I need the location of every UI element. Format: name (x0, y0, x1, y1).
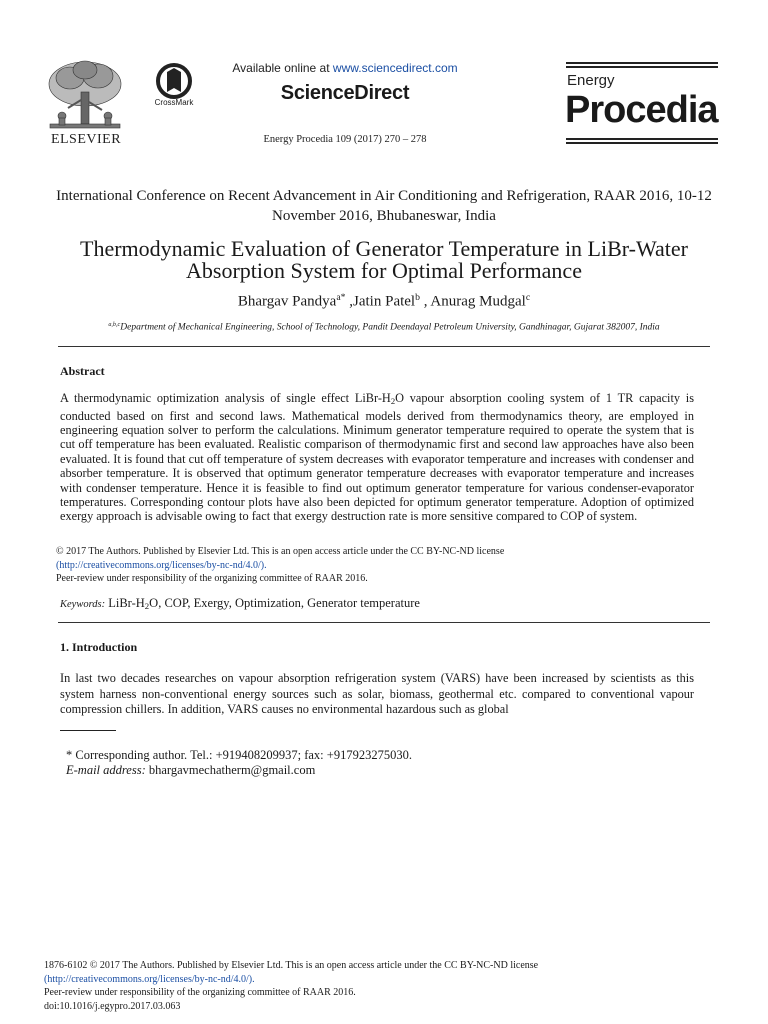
crossmark-label: CrossMark (154, 98, 194, 107)
brand-divider-bottom (566, 138, 718, 144)
footnote (66, 748, 686, 778)
affiliation-mark: a,b,c (108, 322, 121, 328)
brand-procedia: Procedia (565, 89, 718, 131)
doi[interactable]: doi:10.1016/j.egypro.2017.03.063 (44, 1000, 181, 1012)
author-list (50, 292, 718, 310)
peer-review-line: Peer-review under responsibility of the organizing committee of RAAR 2016. (44, 987, 356, 998)
keywords-subscript: 2 (144, 601, 150, 612)
abstract-text-end: O vapour absorption cooling system of 1 TR capacity is conducted based on first and second laws. Mathematical models derived from thermodynamics theory, are employed in engineering equation solver to perform the calculations. Minimum generator temperature required to operate the system that is cut off temperature has been evaluated. Realistic comparison of thermodynamic first and second law approaches have also been evaluated. It is found that cut off temperature of system decreases with evaporator temperature and increases with condenser and absorber temperature. It is observed that optimum generator temperature decreases with evaporator temperature and increases with condenser temperature. Hence it is feasible to find out optimum generator temperature for various condenser-evaporator temperatures. Corresponding contour plots have also been depicted for optimum generator temperature. Adoption of optimized exergy approach is advisable owing to fact that exergy destruction rate is more sensitive compared to COP of system. (60, 391, 695, 524)
paper-title: Thermodynamic Evaluation of Generator Temperature in LiBr-Water Absorption System for Optimal Performance (80, 236, 688, 283)
author-affiliation-mark: c (525, 292, 531, 303)
copyright-block (44, 959, 744, 1013)
introduction-heading: 1. Introduction (60, 640, 138, 654)
license-notice (56, 545, 696, 586)
brand-energy: Energy (567, 72, 615, 89)
footnote-divider (60, 730, 116, 731)
availability-line (200, 61, 490, 75)
brand-divider-top (566, 62, 718, 68)
abstract-body (60, 391, 694, 524)
availability-prefix: Available online at (232, 61, 333, 75)
abstract-text-start: A thermodynamic optimization analysis of single effect LiBr-H (60, 391, 391, 405)
abstract-subscript: 2 (390, 396, 396, 407)
keywords-label: Keywords: (60, 599, 106, 610)
license-link[interactable]: (http://creativecommons.org/licenses/by-nc-nd/4.0/). (44, 973, 255, 985)
section-divider (58, 346, 710, 347)
journal-reference: Energy Procedia 109 (2017) 270 – 278 (263, 134, 427, 145)
author-separator: , (345, 293, 354, 310)
author-name: Bhargav Pandya (237, 293, 337, 310)
author-name: Jatin Patel (353, 293, 416, 310)
license-link[interactable]: (http://creativecommons.org/licenses/by-nc-nd/4.0/). (56, 559, 267, 571)
publisher-name: ELSEVIER (50, 132, 122, 147)
email-address[interactable]: bhargavmechatherm@gmail.com (145, 763, 316, 777)
affiliation (50, 322, 718, 332)
copyright-line: 1876-6102 © 2017 The Authors. Published by Elsevier Ltd. This is an open access article under the CC BY-NC-ND license (44, 960, 539, 971)
affiliation-text: Department of Mechanical Engineering, School of Technology, Pandit Deendayal Petroleum University, Gandhinagar, Gujarat 382007, India (120, 322, 660, 333)
sciencedirect-logo: ScienceDirect (280, 82, 410, 104)
abstract-heading: Abstract (60, 364, 105, 378)
keywords-rest: O, COP, Exergy, Optimization, Generator temperature (149, 596, 420, 610)
author-affiliation-mark: a* (336, 292, 346, 303)
peer-review-line: Peer-review under responsibility of the organizing committee of RAAR 2016. (56, 573, 368, 584)
email-label: E-mail address: (66, 763, 146, 777)
author-affiliation-mark: b (415, 292, 420, 303)
corresponding-author: * Corresponding author. Tel.: +919408209937; fax: +917923275030. (66, 748, 412, 762)
introduction-body: In last two decades researches on vapour absorption refrigeration system (VARS) have been increased by scientists as this system harness non-conventional energy sources such as solar, biomass, geothermal etc. compared to conventional vapour compression chillers. In addition, VARS causes no environmental hazardous such as global (60, 671, 694, 716)
keywords-prefix: LiBr-H (105, 596, 145, 610)
author-name: Anurag Mudgal (430, 293, 526, 310)
sciencedirect-url[interactable]: www.sciencedirect.com (332, 61, 458, 75)
keywords (60, 596, 700, 611)
license-line: © 2017 The Authors. Published by Elsevier Ltd. This is an open access article under the CC BY-NC-ND license (56, 546, 505, 557)
conference-name: International Conference on Recent Advancement in Air Conditioning and Refrigeration, RAAR 2016, 10-12 November 2016, Bhubaneswar, India (56, 188, 712, 224)
section-divider (58, 622, 710, 623)
author-separator: , (419, 293, 431, 310)
